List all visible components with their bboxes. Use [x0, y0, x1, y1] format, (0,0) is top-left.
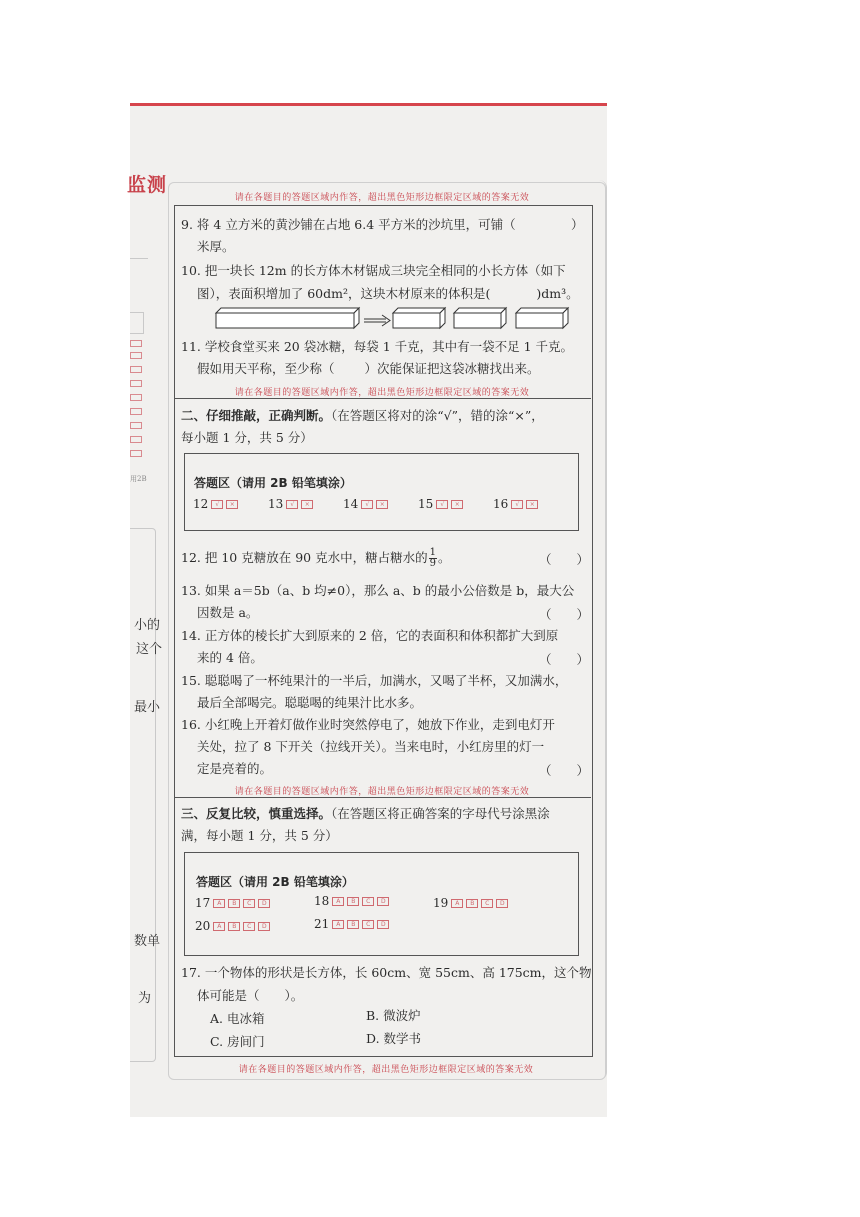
- option-b-bubble[interactable]: B: [228, 922, 240, 931]
- section-instructions: （在答题区将对的涂“√”，错的涂“×”，: [331, 408, 544, 423]
- question-number: 13.: [181, 583, 201, 598]
- option-c-bubble[interactable]: C: [243, 899, 255, 908]
- option-d-bubble[interactable]: D: [258, 922, 270, 931]
- small-block-1: [393, 308, 445, 328]
- option-a-bubble[interactable]: A: [213, 922, 225, 931]
- option-b-bubble[interactable]: B: [466, 899, 478, 908]
- question-number: 9.: [181, 217, 193, 232]
- left-answer-frame: [130, 528, 156, 1062]
- choice-a: A. 电冰箱: [210, 1011, 265, 1026]
- left-fragment: 最小: [134, 700, 161, 715]
- section-divider: [175, 797, 591, 798]
- warning-text: 请在各题目的答题区域内作答，超出黑色矩形边框限定区域的答案无效: [234, 193, 530, 203]
- question-17: [181, 962, 592, 983]
- question-15-line2: 最后全部喝完。聪聪喝的纯果汁比水多。: [197, 695, 423, 710]
- answer-item-13: 13 √ ×: [268, 497, 313, 511]
- question-text: 学校食堂买来 20 袋冰糖，每袋 1 千克，其中有一袋不足 1 千克。: [204, 339, 574, 354]
- answer-area-box: [184, 453, 579, 531]
- choice-c: C. 房间门: [210, 1034, 265, 1049]
- answer-area-title: 答题区（请用 2B 铅笔填涂）: [196, 875, 354, 889]
- answer-area-title: 答题区（请用 2B 铅笔填涂）: [194, 476, 352, 490]
- fraction: $\frac{1}{9}$: [429, 547, 436, 569]
- section-3-header: [181, 803, 550, 824]
- question-13: [181, 580, 574, 601]
- answer-parentheses: （ ）: [539, 652, 590, 667]
- question-10-line2: [197, 283, 579, 304]
- option-d-bubble[interactable]: D: [377, 920, 389, 929]
- option-c-bubble[interactable]: C: [362, 920, 374, 929]
- question-text: 正方体的棱长扩大到原来的 2 倍，它的表面积和体积都扩大到原: [204, 628, 559, 643]
- question-number: 15.: [181, 673, 201, 688]
- question-16-line3: 定是亮着的。: [197, 761, 273, 776]
- answer-item-12: 12 √ ×: [193, 497, 238, 511]
- option-a-bubble[interactable]: A: [332, 897, 344, 906]
- left-fragment: 这个: [136, 642, 163, 657]
- warning-text: 请在各题目的答题区域内作答，超出黑色矩形边框限定区域的答案无效: [234, 787, 530, 797]
- option-a-bubble[interactable]: A: [332, 920, 344, 929]
- question-number: 11.: [181, 339, 201, 354]
- option-c-bubble[interactable]: C: [481, 899, 493, 908]
- question-text: 将 4 立方米的黄沙铺在占地 6.4 平方米的沙坑里，可铺（: [196, 217, 516, 232]
- small-block-2: [454, 308, 506, 328]
- left-divider: [130, 258, 148, 259]
- question-number: 16.: [181, 717, 201, 732]
- question-text: 把一块长 12m 的长方体木材锯成三块完全相同的小长方体（如下: [204, 263, 566, 278]
- question-15: [181, 670, 567, 691]
- section-2-header: [181, 405, 544, 426]
- tick-bubble[interactable]: √: [211, 500, 223, 509]
- answer-item-19: 19 A B C D: [433, 896, 508, 910]
- answer-item-16: 16 √ ×: [493, 497, 538, 511]
- cross-bubble[interactable]: ×: [451, 500, 463, 509]
- section-instructions: （在答题区将正确答案的字母代号涂黑涂: [331, 806, 550, 821]
- question-text: ）次能保证把这袋冰糖找出来。: [364, 361, 540, 376]
- question-9: [181, 214, 516, 235]
- question-number: 17.: [181, 965, 201, 980]
- tick-bubble[interactable]: √: [436, 500, 448, 509]
- question-number: 14.: [181, 628, 201, 643]
- answer-parentheses: （ ）: [539, 552, 590, 567]
- question-17-line2: 体可能是（ ）。: [197, 988, 304, 1003]
- tick-bubble[interactable]: √: [511, 500, 523, 509]
- option-b-bubble[interactable]: B: [347, 920, 359, 929]
- long-block: [216, 308, 359, 328]
- cross-bubble[interactable]: ×: [301, 500, 313, 509]
- question-16: [181, 714, 555, 735]
- question-text: 聪聪喝了一杯纯果汁的一半后，加满水，又喝了半杯，又加满水，: [204, 673, 568, 688]
- question-11-line2: [197, 358, 540, 379]
- cross-bubble[interactable]: ×: [526, 500, 538, 509]
- question-text: 如果 a＝5b（a、b 均≠0），那么 a、b 的最小公倍数是 b，最大公: [204, 583, 575, 598]
- section-divider: [175, 398, 591, 399]
- warning-text: 请在各题目的答题区域内作答，超出黑色矩形边框限定区域的答案无效: [238, 1065, 534, 1075]
- wood-block-diagram: [214, 305, 574, 331]
- answer-item-21: 21 A B C D: [314, 917, 389, 931]
- option-c-bubble[interactable]: C: [362, 897, 374, 906]
- section-2-instructions-2: 每小题 1 分，共 5 分）: [181, 430, 313, 445]
- tick-bubble[interactable]: √: [361, 500, 373, 509]
- question-11: [181, 336, 573, 357]
- left-fragment: 为: [138, 991, 152, 1006]
- option-c-bubble[interactable]: C: [243, 922, 255, 931]
- option-b-bubble[interactable]: B: [228, 899, 240, 908]
- small-block-3: [516, 308, 568, 328]
- option-d-bubble[interactable]: D: [496, 899, 508, 908]
- answer-item-17: 17 A B C D: [195, 896, 270, 910]
- sheet-right-edge: [598, 180, 607, 1080]
- tick-bubble[interactable]: √: [286, 500, 298, 509]
- corner-title: 监测: [127, 174, 168, 196]
- question-text: 一个物体的形状是长方体，长 60cm、宽 55cm、高 175cm，这个物: [204, 965, 592, 980]
- question-text: 把 10 克糖放在 90 克水中，糖占糖水的: [204, 550, 428, 565]
- answer-parentheses: （ ）: [539, 763, 590, 778]
- answer-item-20: 20 A B C D: [195, 919, 270, 933]
- question-10: [181, 260, 566, 281]
- left-note: 用2B: [130, 475, 147, 483]
- blank-close: ）: [571, 217, 584, 232]
- arrow-icon: [364, 315, 390, 326]
- answer-item-14: 14 √ ×: [343, 497, 388, 511]
- warning-text: 请在各题目的答题区域内作答，超出黑色矩形边框限定区域的答案无效: [234, 388, 530, 398]
- cross-bubble[interactable]: ×: [376, 500, 388, 509]
- left-fragment: 数单: [134, 934, 161, 949]
- answer-item-18: 18 A B C D: [314, 894, 389, 908]
- option-d-bubble[interactable]: D: [377, 897, 389, 906]
- top-red-edge: [130, 103, 607, 106]
- option-d-bubble[interactable]: D: [258, 899, 270, 908]
- unit-text: )dm³。: [536, 286, 579, 301]
- question-14: [181, 625, 558, 646]
- question-9-line2: 米厚。: [197, 239, 235, 254]
- question-text: 小红晚上开着灯做作业时突然停电了，她放下作业，走到电灯开: [204, 717, 555, 732]
- left-bubble-strip: [130, 280, 148, 500]
- question-14-line2: 来的 4 倍。: [197, 650, 263, 665]
- answer-parentheses: （ ）: [539, 607, 590, 622]
- section-title: 二、仔细推敲，正确判断。: [181, 408, 332, 423]
- question-16-line2: 关处，拉了 8 下开关（拉线开关）。当来电时，小红房里的灯一: [197, 739, 545, 754]
- question-text: 假如用天平称，至少称（: [197, 361, 335, 376]
- question-13-line2: 因数是 a。: [197, 605, 259, 620]
- option-a-bubble[interactable]: A: [213, 899, 225, 908]
- question-number: 12.: [181, 550, 201, 565]
- option-a-bubble[interactable]: A: [451, 899, 463, 908]
- answer-item-15: 15 √ ×: [418, 497, 463, 511]
- question-12: 12. 把 10 克糖放在 90 克水中，糖占糖水的 $\frac{1}{9}$ 。: [181, 547, 451, 569]
- cross-bubble[interactable]: ×: [226, 500, 238, 509]
- question-text: 图），表面积增加了 60dm²，这块木材原来的体积是(: [197, 286, 491, 301]
- left-fragment: 小的: [134, 618, 161, 633]
- choice-d: D. 数学书: [366, 1031, 422, 1046]
- option-b-bubble[interactable]: B: [347, 897, 359, 906]
- choice-b: B. 微波炉: [366, 1008, 421, 1023]
- section-3-instructions-2: 满，每小题 1 分，共 5 分）: [181, 828, 338, 843]
- section-title: 三、反复比较，慎重选择。: [181, 806, 332, 821]
- question-number: 10.: [181, 263, 201, 278]
